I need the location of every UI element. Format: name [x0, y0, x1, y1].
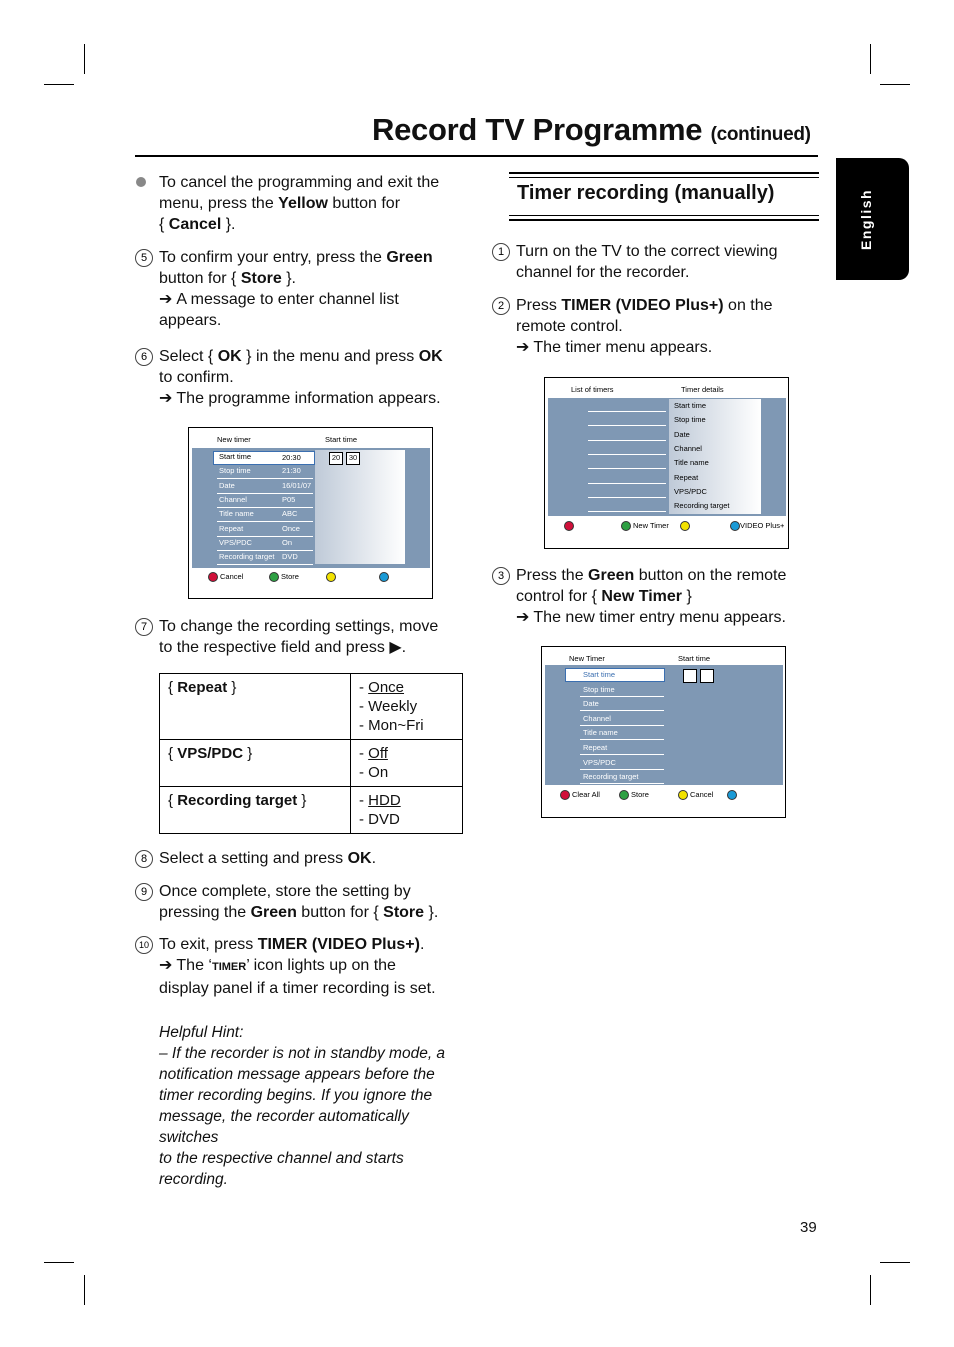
right-step3-paragraph: Press the Green button on the remote control for { New Timer } ➔ The new timer entry menu appears.	[516, 567, 787, 626]
row-divider	[217, 536, 313, 537]
row-label: Title name	[219, 509, 254, 519]
minute-box: 30	[346, 452, 360, 465]
arrow-right-icon: ➔	[516, 609, 530, 626]
yellow-button-icon	[678, 790, 688, 800]
row-divider	[217, 550, 313, 551]
footer-red-label: Cancel	[220, 572, 244, 581]
row-divider	[580, 710, 664, 711]
helpful-hint	[159, 1022, 469, 1190]
values-cell: - Off - On	[351, 740, 463, 787]
row-divider	[217, 507, 313, 508]
crop-mark	[44, 84, 74, 85]
row-divider	[217, 478, 313, 479]
row-label: Repeat	[583, 743, 608, 752]
row-label: Channel	[674, 443, 702, 453]
row-label: Date	[674, 429, 690, 439]
row-label: VPS/PDC	[583, 757, 616, 767]
row-label: Channel	[583, 713, 611, 723]
row-label: Stop time	[674, 415, 706, 425]
step8-paragraph: Select a setting and press OK.	[159, 850, 377, 867]
section-title: Timer recording (manually)	[517, 182, 775, 204]
row-divider	[217, 521, 313, 522]
footer-yellow-label: Cancel	[690, 790, 714, 799]
right-step2-paragraph: Press TIMER (VIDEO Plus+) on the remote control. ➔ The timer menu appears.	[516, 297, 773, 356]
table-row	[160, 787, 463, 834]
settings-table	[159, 673, 463, 834]
step5-paragraph: To confirm your entry, press the Green button for { Store }. ➔ A message to enter channel list appears.	[159, 249, 433, 329]
crop-mark	[870, 1275, 871, 1305]
step-number: 10	[135, 936, 153, 954]
blue-button-icon	[379, 572, 389, 582]
red-button-icon	[208, 572, 218, 582]
step-number: 8	[135, 850, 153, 868]
row-label: Channel	[219, 494, 247, 504]
footer-green-label: Store	[281, 572, 299, 581]
step-number: 7	[135, 618, 153, 636]
setting-cell: { Recording target }	[160, 787, 351, 834]
step-number: 3	[492, 567, 510, 585]
footer-green-label: New Timer	[633, 521, 669, 530]
row-label: Repeat	[674, 472, 699, 482]
footer-red-label: Clear All	[572, 790, 600, 799]
row-divider	[217, 564, 313, 565]
hint-line: to the respective channel and starts	[159, 1150, 404, 1167]
crop-mark	[44, 1262, 74, 1263]
screen-header-left: New Timer	[569, 654, 605, 663]
row-divider	[588, 468, 666, 469]
step10-paragraph: To exit, press TIMER (VIDEO Plus+). ➔ The ‘TIMER’ icon lights up on the display panel if a timer recording is set.	[159, 936, 436, 997]
new-timer-entry-screen	[541, 646, 786, 818]
table-row	[160, 740, 463, 787]
row-label: Start time	[674, 401, 707, 410]
setting-cell: { Repeat }	[160, 674, 351, 740]
row-divider	[588, 425, 666, 426]
arrow-right-icon: ➔	[159, 291, 173, 308]
row-divider	[217, 493, 313, 494]
section-rule-top2	[509, 177, 819, 178]
row-label: Repeat	[219, 523, 244, 533]
hint-line: message, the recorder automatically switches	[159, 1108, 409, 1146]
right-step1-paragraph: Turn on the TV to the correct viewing channel for the recorder.	[516, 243, 778, 281]
row-divider	[580, 696, 664, 697]
cancel-paragraph: To cancel the programming and exit the menu, press the Yellow button for { Cancel }.	[159, 174, 440, 233]
row-value: P05	[282, 494, 296, 504]
hint-title: Helpful Hint:	[159, 1024, 244, 1041]
step-number: 5	[135, 249, 153, 267]
row-label: Recording target	[219, 552, 275, 562]
arrow-right-icon: ➔	[159, 390, 173, 407]
green-button-icon	[619, 790, 629, 800]
blue-button-icon	[727, 790, 737, 800]
row-divider	[580, 769, 664, 770]
hour-box	[683, 669, 697, 683]
arrow-right-icon: ➔	[516, 339, 530, 356]
page-number: 39	[800, 1219, 817, 1236]
row-divider	[588, 511, 666, 512]
step-number: 9	[135, 883, 153, 901]
row-label: Recording target	[583, 772, 639, 782]
row-label: Date	[219, 480, 235, 490]
yellow-button-icon	[326, 572, 336, 582]
row-label: Stop time	[219, 466, 251, 476]
row-label: Date	[583, 699, 599, 709]
step-number: 2	[492, 297, 510, 315]
red-button-icon	[564, 521, 574, 531]
section-rule-top	[509, 172, 819, 174]
row-divider	[580, 783, 664, 784]
screen-gradient	[315, 450, 405, 564]
row-label: Title name	[583, 728, 618, 738]
crop-mark	[84, 44, 85, 74]
page-title	[372, 112, 811, 148]
table-row	[160, 674, 463, 740]
hint-line: – If the recorder is not in standby mode, a	[159, 1045, 446, 1062]
step-number: 6	[135, 348, 153, 366]
crop-mark	[880, 84, 910, 85]
row-value: ABC	[282, 509, 298, 519]
values-cell: - Once - Weekly - Mon~Fri	[351, 674, 463, 740]
blue-button-icon	[730, 521, 740, 531]
hint-line: notification message appears before the	[159, 1066, 435, 1083]
screen-header-right: Start time	[325, 435, 358, 444]
row-divider	[588, 411, 666, 412]
row-label: Title name	[674, 458, 709, 468]
screen-header-right: Start time	[678, 654, 711, 663]
row-value: DVD	[282, 552, 298, 562]
step7-paragraph: To change the recording settings, move to the respective field and press ▶.	[159, 618, 439, 656]
hint-line: recording.	[159, 1171, 228, 1188]
new-timer-screen	[188, 427, 433, 599]
hour-box: 20	[329, 452, 343, 465]
row-divider	[580, 754, 664, 755]
crop-mark	[84, 1275, 85, 1305]
values-cell: - HDD - DVD	[351, 787, 463, 834]
step-number: 1	[492, 243, 510, 261]
green-button-icon	[621, 521, 631, 531]
minute-box	[700, 669, 714, 683]
green-button-icon	[269, 572, 279, 582]
timer-list-screen	[544, 377, 789, 549]
screen-header-left: New timer	[217, 435, 251, 444]
row-label: Start time	[219, 452, 252, 461]
arrow-right-icon: ➔	[159, 957, 173, 974]
title-rule	[135, 155, 818, 157]
row-divider	[580, 739, 664, 740]
row-value: 21:30	[282, 466, 301, 476]
footer-blue-label: VIDEO Plus+	[740, 521, 785, 530]
row-label: Start time	[583, 670, 616, 679]
row-value: On	[282, 537, 293, 547]
row-divider	[588, 440, 666, 441]
setting-cell: { VPS/PDC }	[160, 740, 351, 787]
footer-green-label: Store	[631, 790, 649, 799]
bullet-icon	[136, 177, 146, 187]
step6-paragraph: Select { OK } in the menu and press OK to confirm. ➔ The programme information appears.	[159, 348, 443, 407]
row-label: VPS/PDC	[674, 486, 707, 496]
row-divider	[588, 483, 666, 484]
section-rule-bottom	[509, 215, 819, 216]
screen-header-right: Timer details	[681, 385, 724, 394]
yellow-button-icon	[680, 521, 690, 531]
section-rule-bottom2	[509, 219, 819, 221]
screen-header-left: List of timers	[571, 385, 614, 394]
hint-line: timer recording begins. If you ignore the	[159, 1087, 433, 1104]
row-value: 20:30	[282, 453, 301, 462]
crop-mark	[880, 1262, 910, 1263]
title-continued: (continued)	[710, 124, 811, 145]
step9-paragraph: Once complete, store the setting by pressing the Green button for { Store }.	[159, 883, 439, 921]
row-label: Recording target	[674, 501, 730, 511]
row-divider	[580, 725, 664, 726]
row-label: Stop time	[583, 684, 615, 694]
title-text: Record TV Programme	[372, 112, 703, 147]
red-button-icon	[560, 790, 570, 800]
row-divider	[588, 497, 666, 498]
row-value: Once	[282, 523, 300, 533]
row-value: 16/01/07	[282, 480, 312, 490]
row-label: VPS/PDC	[219, 537, 252, 547]
crop-mark	[870, 44, 871, 74]
row-divider	[588, 454, 666, 455]
